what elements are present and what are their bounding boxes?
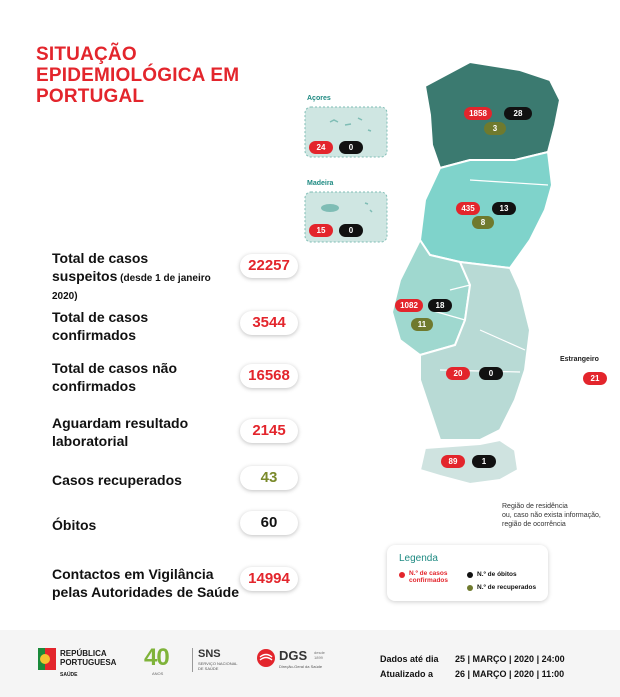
- dgs-emblem-icon: [256, 648, 276, 668]
- dados-value: 25 | MARÇO | 2020 | 24:00: [455, 654, 565, 664]
- legend-title: Legenda: [399, 553, 438, 564]
- norte-recovered-badge: 3: [484, 122, 506, 135]
- centro-deaths-badge: 13: [492, 202, 516, 215]
- madeira-cases-badge: 15: [309, 224, 333, 237]
- algarve-deaths-badge: 1: [472, 455, 496, 468]
- page-title: SITUAÇÃO EPIDEMIOLÓGICA EM PORTUGAL: [36, 44, 240, 107]
- republica-logo: REPÚBLICA PORTUGUESA SAÚDE: [38, 648, 56, 675]
- dgs-logo: DGS desde 1899 Direção-Geral da Saúde: [256, 648, 276, 673]
- stat-value-nao-confirmados: 16568: [240, 364, 298, 388]
- lvt-recovered-badge: 11: [411, 318, 433, 331]
- centro-recovered-badge: 8: [472, 216, 494, 229]
- stat-label-nao-confirmados: Total de casos não confirmados: [52, 360, 177, 394]
- stat-label-contactos: Contactos em Vigilância pelas Autoridades de Saúde: [52, 566, 239, 600]
- acores-deaths-badge: 0: [339, 141, 363, 154]
- footer: REPÚBLICA PORTUGUESA SAÚDE 40 ANOS SNS SERVIÇO NACIONAL DE SAÚDE DGS desde 1899 Direção-Geral da Saúde Dados até dia 25 | MARÇO | 2020 | 24:00 Atualizado a 26 | MARÇO | 2020 | 11:00: [0, 630, 620, 697]
- atualizado-label: Atualizado a: [380, 669, 434, 679]
- region-algarve: [420, 440, 518, 484]
- norte-deaths-badge: 28: [504, 107, 532, 120]
- stat-label-recuperados: Casos recuperados: [52, 472, 182, 488]
- region-norte: [425, 62, 560, 168]
- legend: [387, 545, 548, 601]
- stat-value-obitos: 60: [240, 511, 298, 535]
- stat-value-confirmados: 3544: [240, 311, 298, 335]
- lvt-cases-badge: 1082: [395, 299, 423, 312]
- norte-cases-badge: 1858: [464, 107, 492, 120]
- stat-value-recuperados: 43: [240, 466, 298, 490]
- alentejo-cases-badge: 20: [446, 367, 470, 380]
- legend-cases-label: N.º de casos confirmados: [409, 570, 449, 584]
- dados-label: Dados até dia: [380, 654, 439, 664]
- madeira-deaths-badge: 0: [339, 224, 363, 237]
- acores-cases-badge: 24: [309, 141, 333, 154]
- legend-recovered-label: N.º de recuperados: [477, 584, 537, 591]
- centro-cases-badge: 435: [456, 202, 480, 215]
- legend-deaths-dot: [467, 572, 473, 578]
- legend-deaths-label: N.º de óbitos: [477, 571, 517, 578]
- region-centro: [420, 152, 552, 268]
- map-note: Região de residência ou, caso não exista informação, região de ocorrência: [502, 503, 601, 528]
- madeira-label: Madeira: [307, 180, 334, 187]
- stat-value-contactos: 14994: [240, 567, 298, 591]
- legend-cases-dot: [399, 572, 405, 578]
- republica-emblem-icon: [38, 648, 56, 670]
- acores-label: Açores: [307, 95, 331, 102]
- estrangeiro-label: Estrangeiro: [560, 356, 599, 363]
- estrangeiro-cases-badge: 21: [583, 372, 607, 385]
- lvt-deaths-badge: 18: [428, 299, 452, 312]
- stat-value-aguardam: 2145: [240, 419, 298, 443]
- stat-label-aguardam: Aguardam resultado laboratorial: [52, 415, 189, 449]
- atualizado-value: 26 | MARÇO | 2020 | 11:00: [455, 669, 565, 679]
- legend-recovered-dot: [467, 585, 473, 591]
- stat-label-suspeitos: Total de casos suspeitos (desde 1 de janeiro 2020): [52, 250, 211, 302]
- stat-label-obitos: Óbitos: [52, 517, 97, 533]
- stat-label-confirmados: Total de casos confirmados: [52, 309, 149, 343]
- stat-value-suspeitos: 22257: [240, 254, 298, 278]
- alentejo-deaths-badge: 0: [479, 367, 503, 380]
- algarve-cases-badge: 89: [441, 455, 465, 468]
